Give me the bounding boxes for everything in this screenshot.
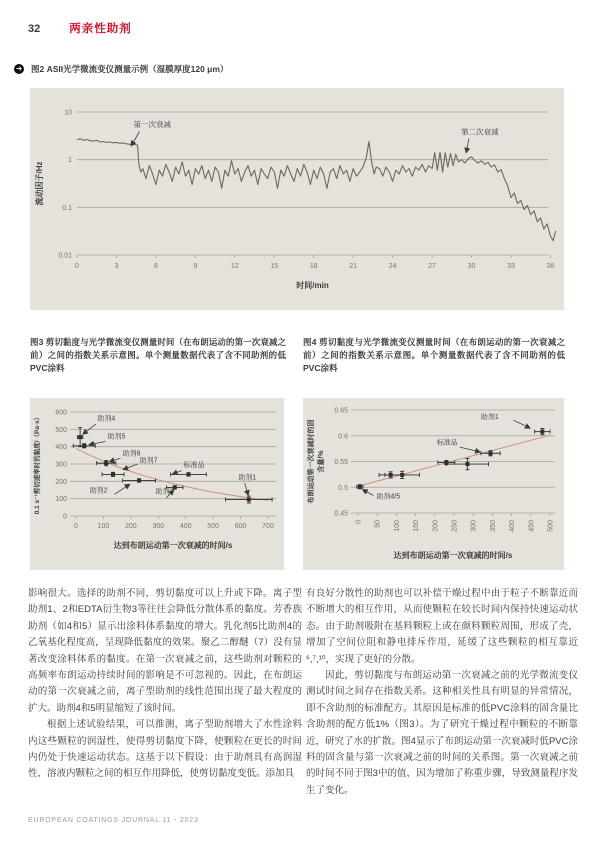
section-title: 两亲性助剂 [69,23,132,35]
body-paragraph: 因此，剪切黏度与布朗运动第一次衰减之前的光学微流变仪测试时间之间存在指数关系。这种相关性具有明显的异常情况，即不含助剂的标准配方。其原因是标准的低PVC涂料的固含量比含助剂的配方低1%（图3）。为了研究干燥过程中颗粒的不断靠近，研究了水的扩散。图4显示了布朗运动第一次衰减时低PVC涂料的固含量与第一次衰减之前的时间的关系图。第一次衰减之前的时间不同于图3中的值，因为增加了称重步骤，导致测量程序发生了变化。 [306,670,578,796]
figure2-chart-panel [30,88,564,310]
page-number: 32 [28,23,41,35]
svg-text:30: 30 [467,263,476,270]
footer-journal-line: EUROPEAN COATINGS JOURNAL 11 - 2023 [28,817,199,824]
figure2-caption-row [14,63,228,75]
figure3-caption: 图3 剪切黏度与光学微流变仪测量时间（在布朗运动的第一次衰减之前）之间的指数关系示意图。单个测量数据代表了含不同助剂的低PVC涂料 [30,337,286,374]
svg-text:50: 50 [374,520,382,528]
figure3-scatter-chart [30,398,284,570]
body-paragraph: 影响很大。选择的助剂不同，剪切黏度可以上升或下降。离子型助剂1、2和EDTA衍生物3等往往会降低分散体系的黏度。芳香族助剂（如4和5）显示出涂料体系黏度的增大。乳化剂5比助剂4的乙氧基化程度高，呈现降低黏度的效果。聚乙二醇醚（7）没有显著改变涂料体系的黏度。在第一次衰减之前，这些助剂对颗粒的高频率布朗运动持续时间的影响是不可忽视的。因此，在布朗运动的第一次衰减之前，离子型助剂的线性范围出现了最大程度的扩大。助剂4和5明显缩短了该时间。 [28,588,302,714]
svg-text:0.01: 0.01 [58,252,72,260]
svg-text:24: 24 [388,263,397,270]
svg-text:0.55: 0.55 [334,459,348,466]
svg-text:200: 200 [55,478,67,486]
svg-text:0.45: 0.45 [334,510,348,518]
svg-text:0.1: 0.1 [62,204,72,212]
svg-text:助剂5: 助剂5 [107,433,126,441]
svg-text:100: 100 [55,496,67,504]
figure-marker-icon: ➜ [15,64,23,73]
figure3-chart-panel [30,398,284,570]
svg-text:0: 0 [74,523,78,530]
svg-text:150: 150 [413,520,421,532]
svg-text:助剂4: 助剂4 [97,415,116,423]
svg-text:450: 450 [528,520,536,532]
svg-text:助剂1: 助剂1 [480,413,499,421]
svg-text:第二次衰减: 第二次衰减 [461,127,499,137]
svg-text:33: 33 [507,263,515,270]
svg-text:6: 6 [153,263,158,270]
svg-text:0.5: 0.5 [338,484,348,492]
svg-text:助剂3: 助剂3 [155,488,174,496]
svg-text:0: 0 [355,520,363,524]
svg-text:350: 350 [489,520,497,532]
svg-text:0: 0 [75,263,79,270]
svg-text:达到布朗运动第一次衰减的时间/s: 达到布朗运动第一次衰减的时间/s [113,541,233,550]
svg-text:400: 400 [509,520,517,532]
svg-text:标准品: 标准品 [436,439,458,447]
svg-text:助剂4/5: 助剂4/5 [376,493,401,501]
figure4-scatter-chart [303,398,564,570]
svg-text:500: 500 [55,426,67,434]
figure2-caption: 图2 ASII光学微流变仪测量示例（湿膜厚度120 μm） [31,64,229,74]
svg-text:600: 600 [234,523,247,530]
svg-text:21: 21 [349,263,358,270]
svg-text:500: 500 [207,523,219,530]
svg-text:第一次衰减: 第一次衰减 [133,119,171,129]
body-paragraph: 根据上述试验结果，可以推测，离子型助剂增大了水性涂料内这些颗粒的润湿性，使得剪切黏度下降，使颗粒在更长的时间内仍处于快速运动状态。这基于以下假设：由于助剂具有高润湿性，溶液内颗粒之间的相互作用降低，使剪切黏度变低。添加具 [28,719,302,780]
svg-text:36: 36 [546,263,555,270]
svg-text:1: 1 [68,157,72,165]
svg-text:0.65: 0.65 [334,407,348,415]
page-header [28,20,132,36]
svg-text:12: 12 [230,263,239,270]
svg-text:400: 400 [55,444,67,452]
svg-text:27: 27 [428,263,436,270]
svg-text:时间/min: 时间/min [296,281,329,290]
svg-text:9: 9 [193,263,198,270]
svg-text:0: 0 [63,513,67,521]
svg-text:流动因子/Hz: 流动因子/Hz [35,161,44,206]
figure4-chart-panel [303,398,564,570]
body-column-right [306,586,578,799]
svg-text:18: 18 [309,263,318,270]
svg-text:600: 600 [55,409,67,417]
svg-text:10: 10 [64,109,72,117]
figure4-caption: 图4 剪切黏度与光学微流变仪测量时间（在布朗运动的第一次衰减之前）之间的指数关系示意图。单个测量数据代表了含不同助剂的低PVC涂料 [303,337,565,374]
svg-text:3: 3 [114,263,119,270]
svg-text:100: 100 [393,520,401,532]
svg-text:700: 700 [262,523,274,530]
svg-text:助剂6: 助剂6 [122,450,141,458]
svg-text:0.1 s⁻¹剪切速率时的黏度/（Pa·s）: 0.1 s⁻¹剪切速率时的黏度/（Pa·s） [34,413,41,515]
svg-text:250: 250 [451,520,459,532]
figure2-line-chart [30,88,564,310]
svg-text:500: 500 [547,520,555,532]
svg-text:15: 15 [270,263,279,270]
svg-text:300: 300 [470,520,478,532]
svg-text:300: 300 [55,461,67,469]
svg-text:300: 300 [152,523,165,530]
svg-text:助剂2: 助剂2 [89,487,108,495]
svg-text:助剂7: 助剂7 [139,457,158,465]
svg-text:含量/%: 含量/% [318,450,325,473]
svg-text:助剂1: 助剂1 [238,474,257,482]
svg-text:布朗运动第一次衰减时的固: 布朗运动第一次衰减时的固 [308,419,315,504]
svg-text:0.6: 0.6 [338,433,348,441]
svg-text:400: 400 [179,523,192,530]
svg-text:100: 100 [97,523,110,530]
svg-text:达到布朗运动第一次衰减的时间/s: 达到布朗运动第一次衰减的时间/s [393,551,513,560]
svg-text:标准品: 标准品 [183,461,205,469]
body-column-left [28,586,302,783]
body-paragraph: 有良好分散性的助剂也可以补偿干燥过程中由于粒子不断靠近而不断增大的相互作用，从而使颗粒在较长时间内保持快速运动状态。由于助剂吸附在基料颗粒上或在颜料颗粒周围，形成了壳，增加了空间位阻和静电排斥作用，延缓了这些颗粒的相互靠近⁶,⁷,¹⁰，实现了更好的分散。 [306,588,578,665]
svg-text:200: 200 [432,520,440,532]
svg-text:200: 200 [125,523,137,530]
